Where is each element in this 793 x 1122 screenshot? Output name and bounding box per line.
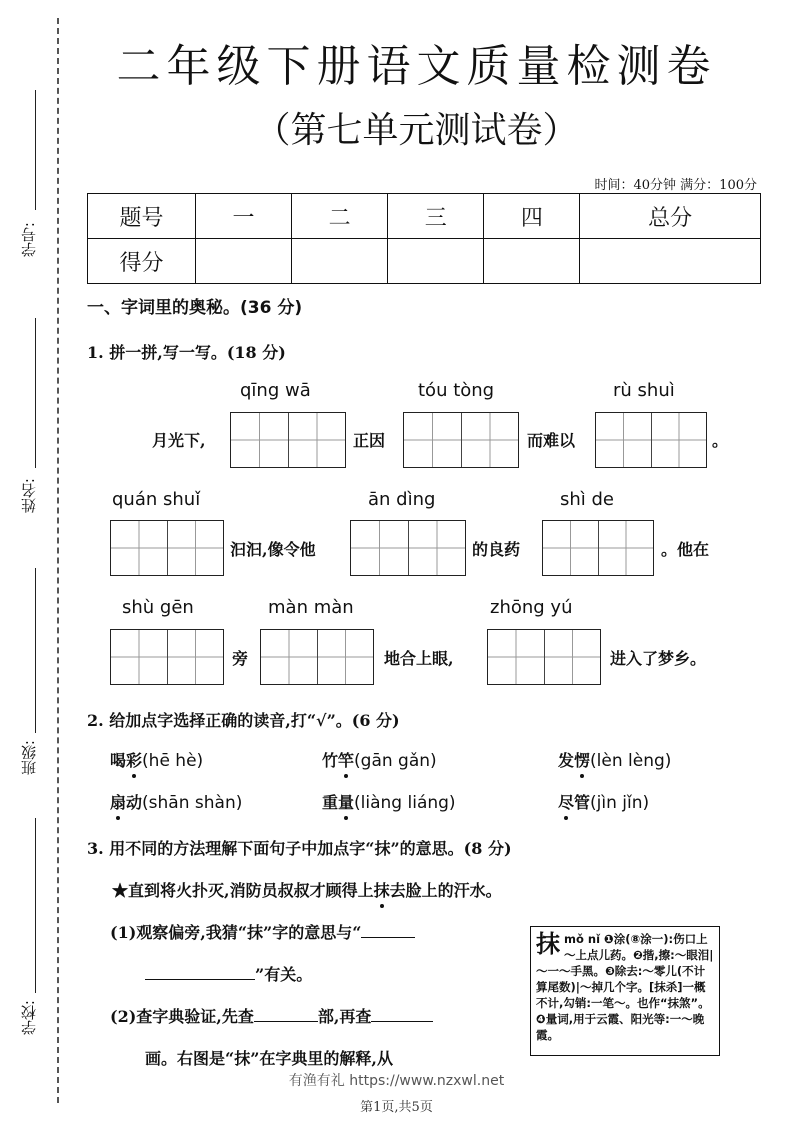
dictionary-char: 抹 (536, 930, 560, 958)
writing-grid[interactable] (350, 520, 466, 576)
pinyin-options: (jìn jǐn) (590, 793, 650, 813)
pronunciation-item[interactable] (558, 748, 671, 771)
exam-meta: 时间：40分钟 满分：100分 (594, 178, 757, 193)
pinyin-label: quán shuǐ (112, 489, 201, 510)
writing-grid[interactable] (487, 629, 601, 685)
binding-dashed-line (57, 18, 59, 1103)
sentence-text: 。他在 (661, 540, 710, 559)
class-label: 班级: (20, 740, 38, 776)
pinyin-label: màn màn (268, 597, 354, 618)
subquestion-2-cont: 画。右图是“抹”在字典里的解释,从 (145, 1049, 393, 1068)
score-input-cell[interactable] (292, 239, 388, 284)
score-header-cell: 总分 (580, 194, 761, 239)
pinyin-label: qīng wā (240, 380, 311, 401)
pinyin-label: ān dìng (368, 489, 436, 510)
school-line (35, 818, 36, 993)
score-input-cell[interactable] (580, 239, 761, 284)
score-input-cell[interactable] (196, 239, 292, 284)
score-input-cell[interactable] (388, 239, 484, 284)
writing-grid[interactable] (403, 412, 519, 468)
pinyin-options: (lèn lèng) (590, 751, 672, 771)
score-table (87, 193, 761, 284)
sentence-part: 去脸上的汗水。 (389, 881, 502, 900)
answer-blank[interactable] (371, 1021, 433, 1022)
dotted-char: 彩 (126, 748, 142, 771)
score-header-row (88, 194, 761, 239)
answer-blank[interactable] (145, 979, 255, 980)
score-row-label: 得分 (88, 239, 196, 284)
sentence-text: 旁 (232, 649, 249, 668)
pronunciation-item[interactable] (322, 790, 456, 813)
dotted-char: 尽 (558, 790, 574, 813)
student-number-label: 学号: (20, 222, 38, 258)
page-number: 第1页,共5页 (360, 1100, 433, 1115)
subquestion-1-cont (145, 962, 312, 985)
writing-grid[interactable] (260, 629, 374, 685)
writing-grid[interactable] (595, 412, 707, 468)
example-sentence (112, 878, 502, 901)
char: 发 (558, 751, 575, 770)
pinyin-options: (shān shàn) (142, 793, 243, 813)
watermark: 有渔有礼 https://www.nzxwl.net (288, 1073, 505, 1089)
writing-grid[interactable] (110, 520, 224, 576)
score-header-cell: 题号 (88, 194, 196, 239)
name-line (35, 318, 36, 468)
subquestion-text: 部,再查 (317, 1007, 372, 1026)
pinyin-options: (hē hè) (142, 751, 204, 771)
question-3-title: 3. 用不同的方法理解下面句子中加点字“抹”的意思。(8 分) (87, 839, 512, 858)
pronunciation-item[interactable] (110, 790, 242, 813)
sentence-text: 正因 (353, 431, 386, 450)
dotted-char: 量 (338, 790, 354, 813)
pronunciation-item[interactable] (110, 748, 203, 771)
dictionary-entry-box (530, 926, 720, 1056)
dotted-char: 扇 (110, 790, 126, 813)
name-label: 姓名: (20, 478, 38, 514)
sentence-part: ★直到将火扑灭,消防员叔叔才顾得上 (112, 881, 374, 900)
section-heading: 一、字词里的奥秘。(36 分) (87, 298, 303, 318)
pinyin-options: (gān gǎn) (354, 751, 437, 771)
score-header-cell: 四 (484, 194, 580, 239)
page-title: 二年级下册语文质量检测卷 (116, 41, 717, 92)
pinyin-options: (liàng liáng) (354, 793, 456, 813)
score-header-cell: 三 (388, 194, 484, 239)
score-value-row (88, 239, 761, 284)
sentence-text: 汩汩,像令他 (230, 540, 316, 559)
sentence-text: 月光下, (152, 431, 206, 450)
char: 喝 (110, 751, 127, 770)
pronunciation-item[interactable] (558, 790, 649, 813)
pinyin-label: shù gēn (122, 597, 194, 618)
pinyin-label: rù shuì (613, 380, 675, 401)
sentence-text: 而难以 (527, 431, 576, 450)
dictionary-text: mǒ nǐ ❶涂(⑧涂一):伤口上～上点儿药。❷揩,擦:～眼泪|～一～手黑。❸除去:～零儿(不计算尾数)|～掉几个字。[抹杀]一概不计,勾销:一笔～。也作“抹煞”。❹量词,用于云霞、阳光等:一～晚霞。 (536, 932, 714, 1042)
subquestion-2 (110, 1004, 433, 1027)
subquestion-text: (1)观察偏旁,我猜“抹”字的意思与“ (110, 923, 362, 942)
dotted-char: 竿 (338, 748, 354, 771)
answer-blank[interactable] (254, 1021, 318, 1022)
score-input-cell[interactable] (484, 239, 580, 284)
writing-grid[interactable] (230, 412, 346, 468)
dotted-char: 愣 (574, 748, 590, 771)
dotted-char: 抹 (374, 878, 390, 901)
answer-blank[interactable] (361, 937, 415, 938)
char: 动 (126, 793, 143, 812)
pronunciation-item[interactable] (322, 748, 437, 771)
score-header-cell: 二 (292, 194, 388, 239)
writing-grid[interactable] (110, 629, 224, 685)
pinyin-label: zhōng yú (490, 597, 573, 618)
pinyin-label: shì de (560, 489, 615, 510)
subquestion-text: ”有关。 (255, 965, 313, 984)
score-header-cell: 一 (196, 194, 292, 239)
sentence-text: 。 (712, 431, 729, 450)
char: 竹 (322, 751, 339, 770)
char: 管 (574, 793, 591, 812)
school-label: 学校: (20, 1000, 38, 1036)
question-2-title: 2. 给加点字选择正确的读音,打“√”。(6 分) (87, 711, 400, 730)
subquestion-text: (2)查字典验证,先查 (110, 1007, 254, 1026)
sentence-text: 进入了梦乡。 (610, 649, 707, 668)
char: 重 (322, 793, 339, 812)
class-line (35, 568, 36, 733)
subquestion-1 (110, 920, 415, 943)
page-subtitle: （第七单元测试卷） (254, 110, 579, 151)
pinyin-label: tóu tòng (418, 380, 495, 401)
writing-grid[interactable] (542, 520, 654, 576)
sentence-text: 的良药 (472, 540, 521, 559)
question-1-title: 1. 拼一拼,写一写。(18 分) (87, 343, 286, 362)
sentence-text: 地合上眼, (384, 649, 454, 668)
